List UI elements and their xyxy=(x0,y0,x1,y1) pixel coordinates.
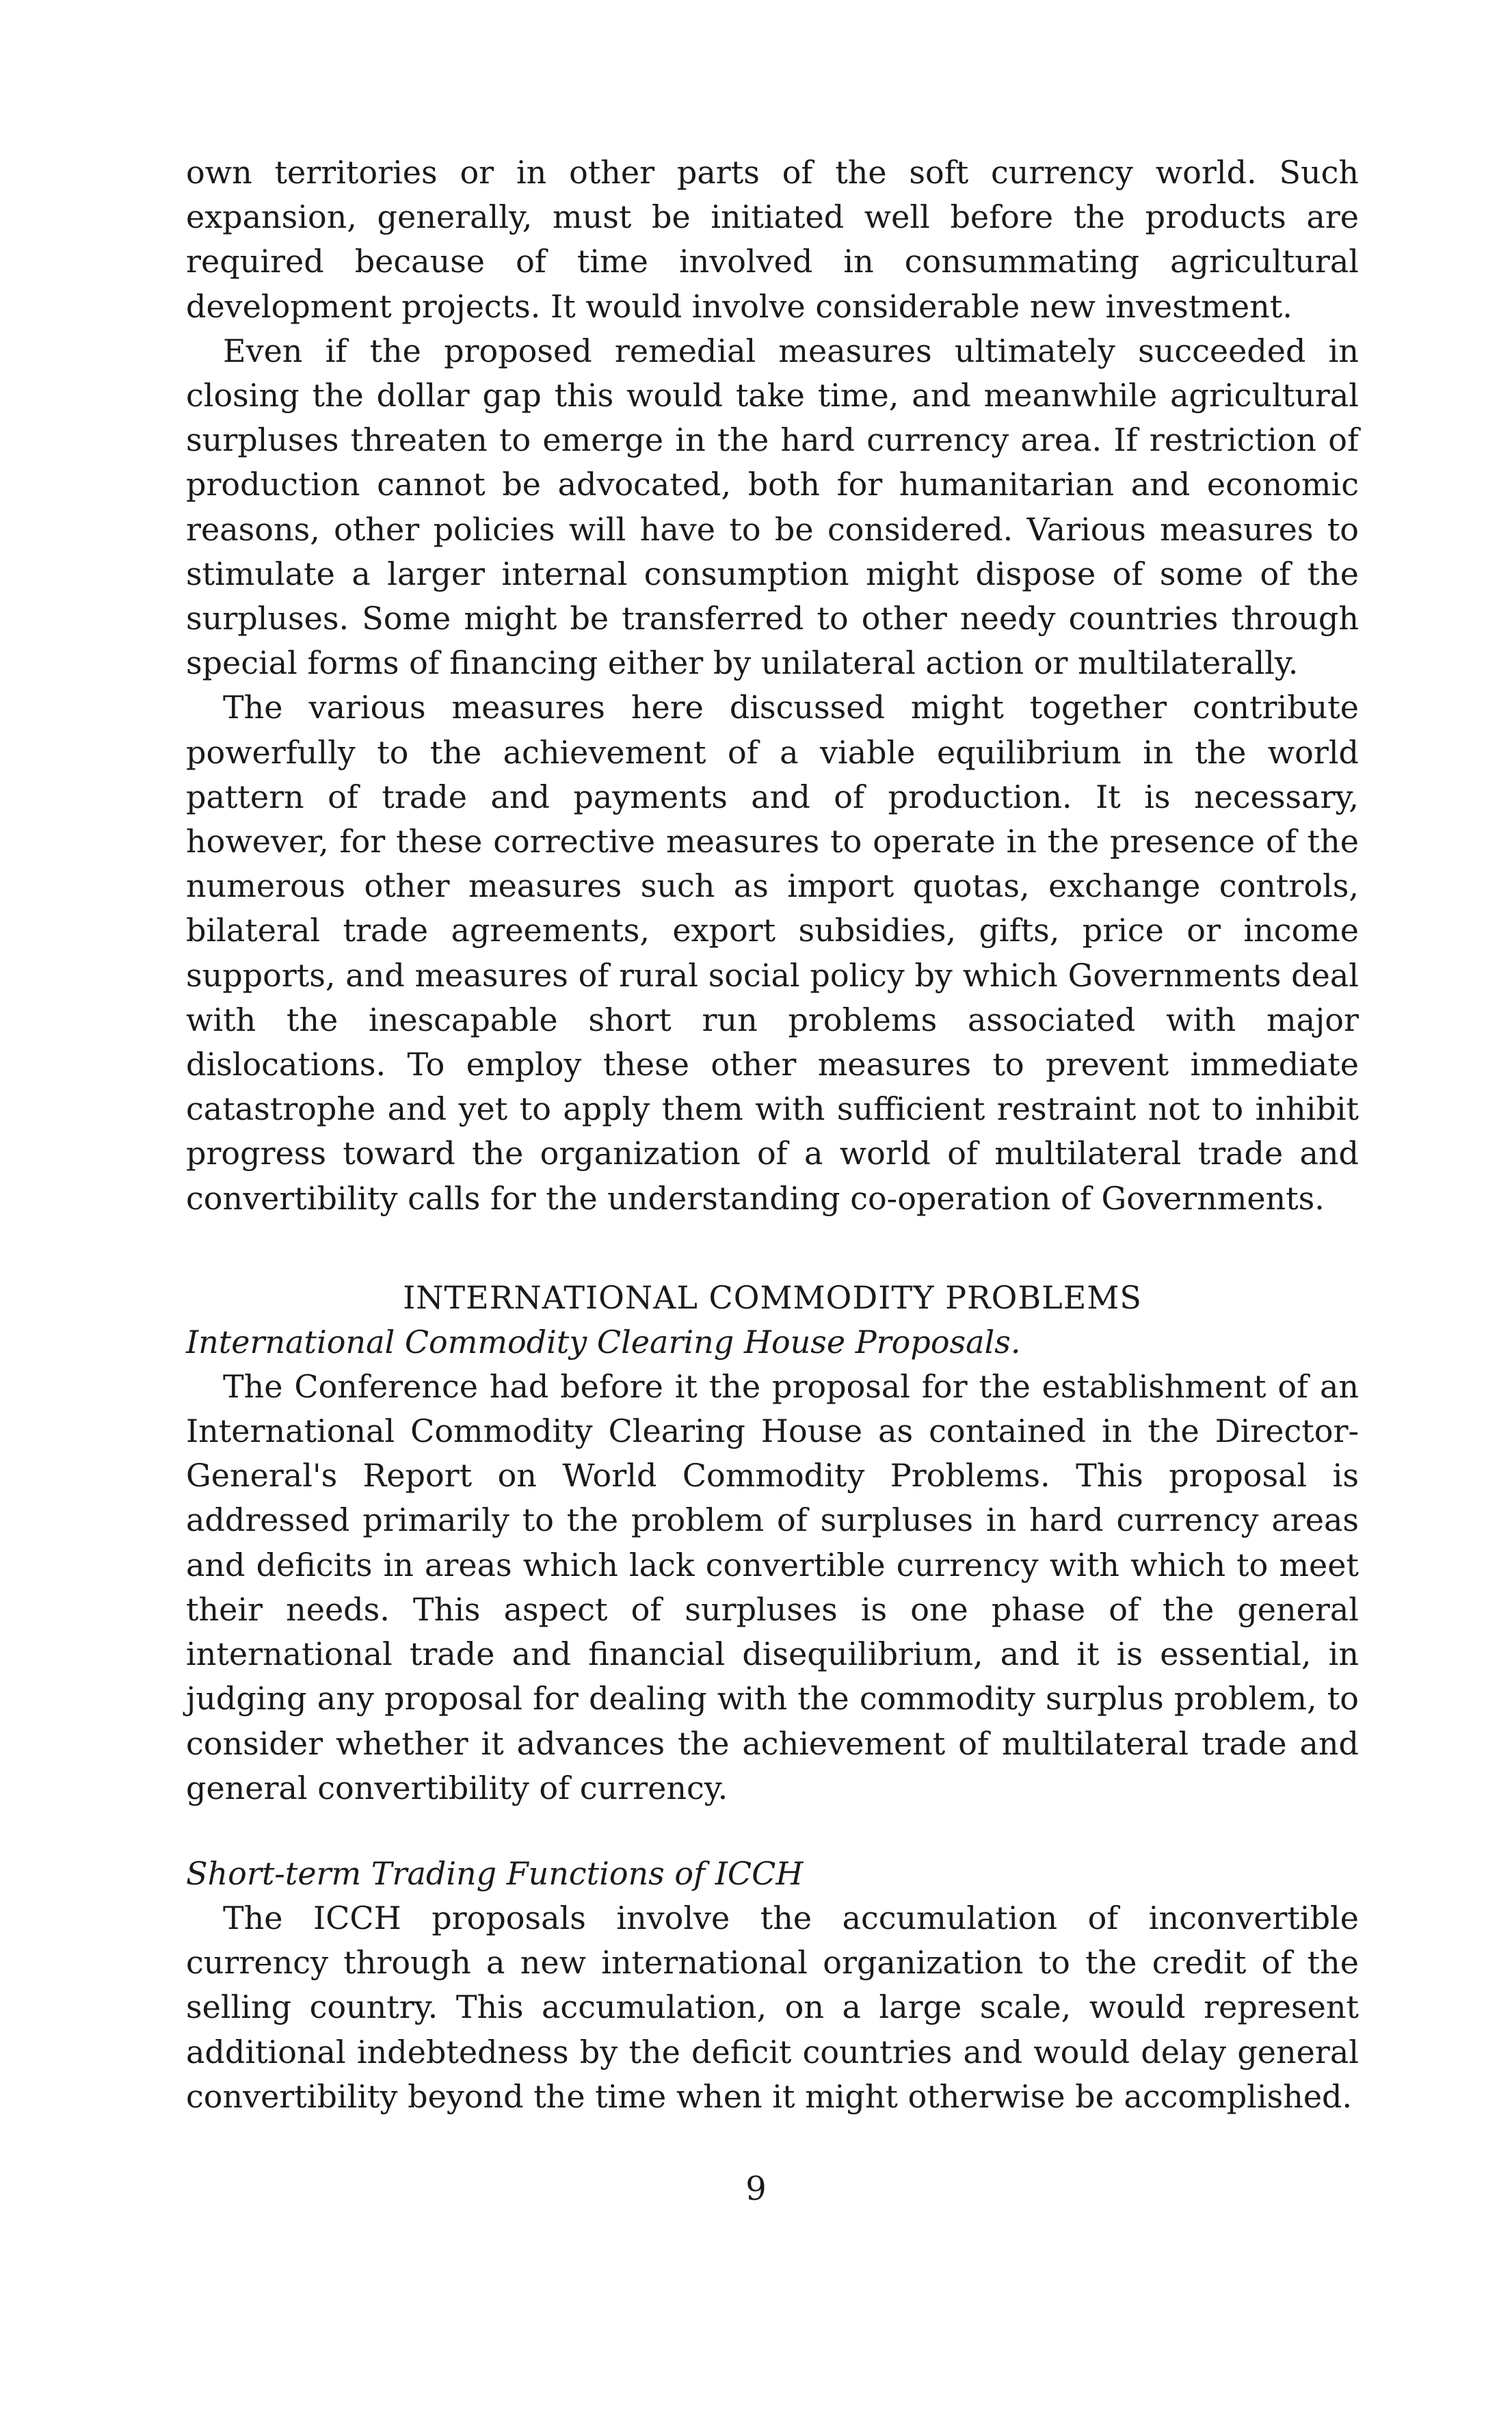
body-paragraph: The various measures here discussed might together contribute powerfully to the achievement of a viable equilibrium in the world pattern of trade and payments and of production. It is necessary, however, for these corrective measures to operate in the presence of the numerous other measures such as import quotas, exchange controls, bilateral trade agreements, export subsidies, gifts, price or income supports, and measures of rural social policy by which Governments deal with the inescapable short run problems associated with major dislocations. To employ these other measures to prevent immediate catastrophe and yet to apply them with sufficient restraint not to inhibit progress toward the organization of a world of multilateral trade and convertibility calls for the understanding co-operation of Governments. xyxy=(186,689,1359,1217)
subsection-heading: Short-term Trading Functions of ICCH xyxy=(186,1854,804,1892)
body-paragraph: The Conference had before it the proposal for the establishment of an International Commodity Clearing House as contained in the Director-General's Report on World Commodity Problems. This proposal is addressed primarily to the problem of surpluses in hard currency areas and deficits in areas which lack convertible currency with which to meet their needs. This aspect of surpluses is one phase of the general international trade and financial disequilibrium, and it is essential, in judging any proposal for dealing with the commodity surplus problem, to consider whether it advances the achievement of multilateral trade and general convertibility of currency. xyxy=(186,1367,1359,1806)
subsection-heading: International Commodity Clearing House Proposals. xyxy=(186,1323,1021,1361)
body-paragraph: The ICCH proposals involve the accumulation of inconvertible currency through a new international organization to the credit of the selling country. This accumulation, on a large scale, would represent additional indebtedness by the deficit countries and would delay general convertibility beyond the time when it might otherwise be accomplished. xyxy=(186,1899,1359,2115)
section-heading: INTERNATIONAL COMMODITY PROBLEMS xyxy=(403,1278,1142,1316)
body-paragraph: own territories or in other parts of the soft currency world. Such expansion, generally, must be initiated well before the products are required because of time involved in consummating agricultural development projects. It would involve considerable new investment. xyxy=(186,154,1359,325)
page-body xyxy=(186,150,1359,2119)
page-number: 9 xyxy=(745,2170,767,2208)
body-paragraph: Even if the proposed remedial measures ultimately succeeded in closing the dollar gap this would take time, and meanwhile agricultural surpluses threaten to emerge in the hard currency area. If restriction of production cannot be advocated, both for humanitarian and economic reasons, other policies will have to be considered. Various measures to stimulate a larger internal consumption might dispose of some of the surpluses. Some might be transferred to other needy countries through special forms of financing either by unilateral action or multilaterally. xyxy=(186,332,1359,682)
